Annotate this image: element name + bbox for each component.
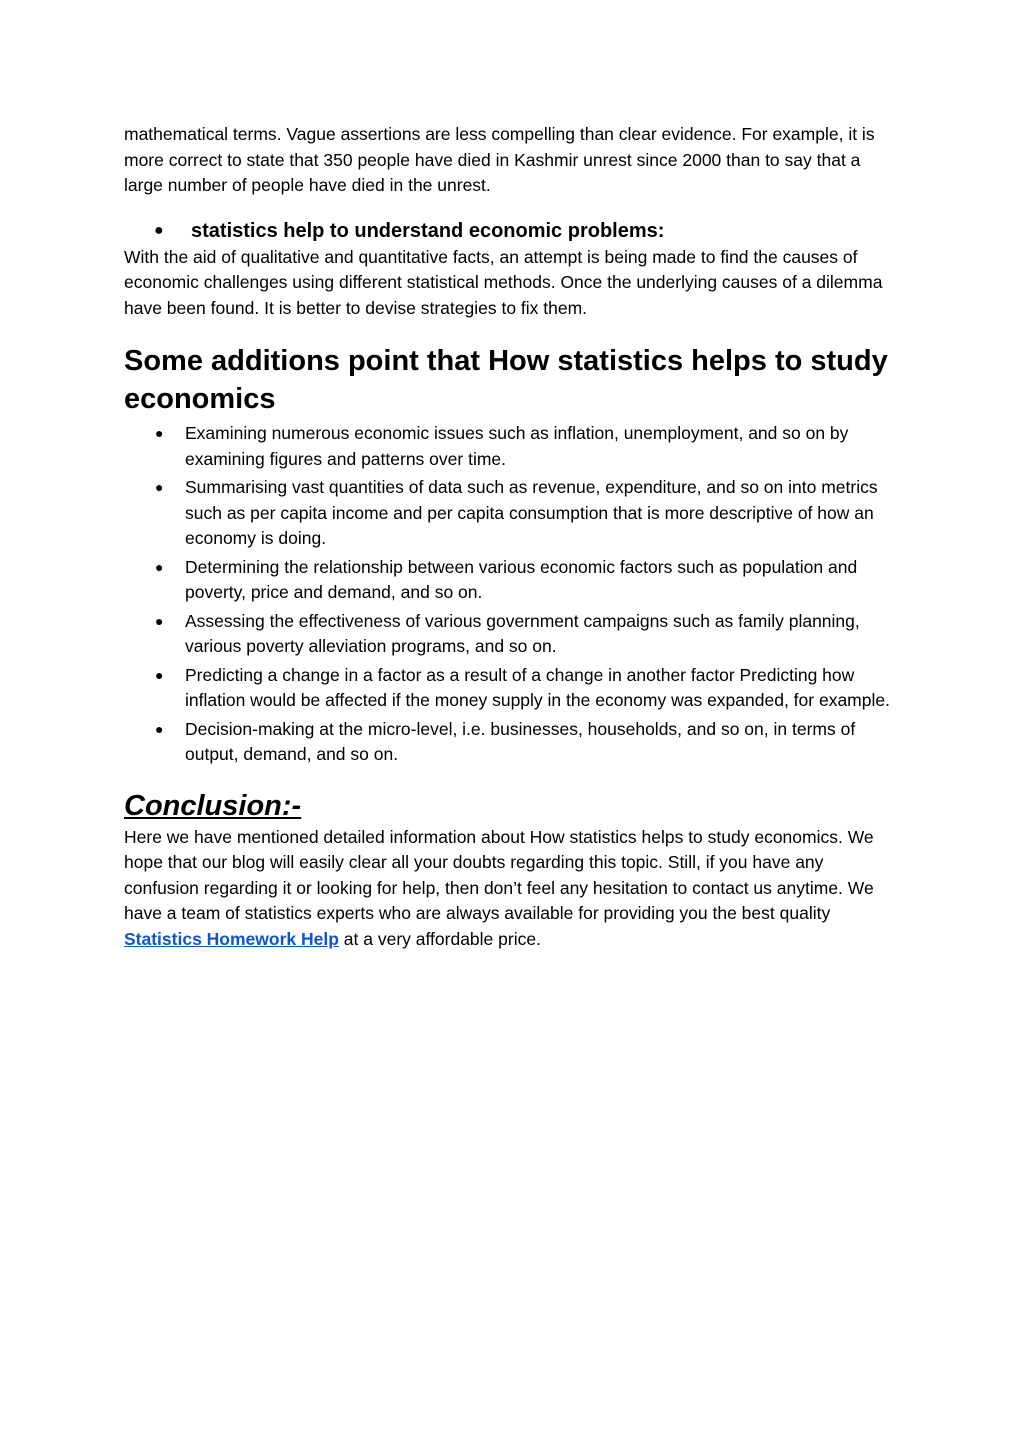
statistics-homework-help-link[interactable]: Statistics Homework Help bbox=[124, 928, 339, 949]
list-item-text: Summarising vast quantities of data such as revenue, expenditure, and so on into metrics such as per capita income and per capita consumption that is more descriptive of how an economy is doing. bbox=[185, 477, 878, 548]
additions-heading: Some additions point that How statistics helps to study economics bbox=[124, 345, 888, 415]
bullet-icon: ● bbox=[155, 612, 164, 629]
document-page bbox=[124, 122, 894, 952]
bullet-icon: ● bbox=[155, 720, 164, 737]
conclusion-paragraph bbox=[124, 825, 894, 953]
intro-paragraph: mathematical terms. Vague assertions are less compelling than clear evidence. For example, it is more correct to state that 350 people have died in Kashmir unrest since 2000 than to say that a large number of people have died in the unrest. bbox=[124, 124, 875, 195]
list-item-text: Decision-making at the micro-level, i.e. businesses, households, and so on, in terms of output, demand, and so on. bbox=[185, 718, 856, 764]
bullet-icon: ● bbox=[155, 479, 164, 495]
economic-problems-paragraph: With the aid of qualitative and quantitative facts, an attempt is being made to find the causes of economic challenges using different statistical methods. Once the underlying causes of a dilemma have been found. It is better to devise strategies to fix them. bbox=[124, 246, 883, 318]
list-item bbox=[124, 663, 894, 714]
bullet-icon: ● bbox=[155, 666, 164, 683]
list-item-text: Determining the relationship between various economic factors such as population and poverty, price and demand, and so on. bbox=[185, 556, 858, 602]
conclusion-text: Here we have mentioned detailed information about How statistics helps to study economics. We hope that our blog will easily clear all your doubts regarding this topic. Still, if you have any confusion regarding it or looking for help, then don’t feel any hesitation to contact us anytime. We have a team of statistics experts who are always available for providing you the best quality bbox=[124, 826, 874, 923]
conclusion-text-end: at a very affordable price. bbox=[338, 928, 541, 949]
additions-list bbox=[124, 421, 894, 768]
bullet-icon: ● bbox=[155, 558, 164, 575]
list-item-text: Predicting a change in a factor as a result of a change in another factor Predicting how inflation would be affected if the money supply in the economy was expanded, for example. bbox=[185, 664, 890, 710]
list-item bbox=[124, 609, 894, 660]
economic-problems-bullet bbox=[124, 217, 894, 245]
list-item-text: Examining numerous economic issues such as inflation, unemployment, and so on by examining figures and patterns over time. bbox=[185, 423, 849, 469]
bullet-icon: ● bbox=[154, 221, 164, 239]
list-item bbox=[124, 717, 894, 768]
bullet-icon: ● bbox=[155, 425, 164, 441]
list-item bbox=[124, 475, 894, 552]
list-item bbox=[124, 555, 894, 606]
conclusion-heading: Conclusion:- bbox=[124, 789, 302, 822]
list-item-text: Assessing the effectiveness of various government campaigns such as family planning, various poverty alleviation programs, and so on. bbox=[185, 610, 860, 656]
list-item bbox=[124, 421, 894, 472]
economic-problems-heading: statistics help to understand economic problems: bbox=[191, 219, 665, 242]
